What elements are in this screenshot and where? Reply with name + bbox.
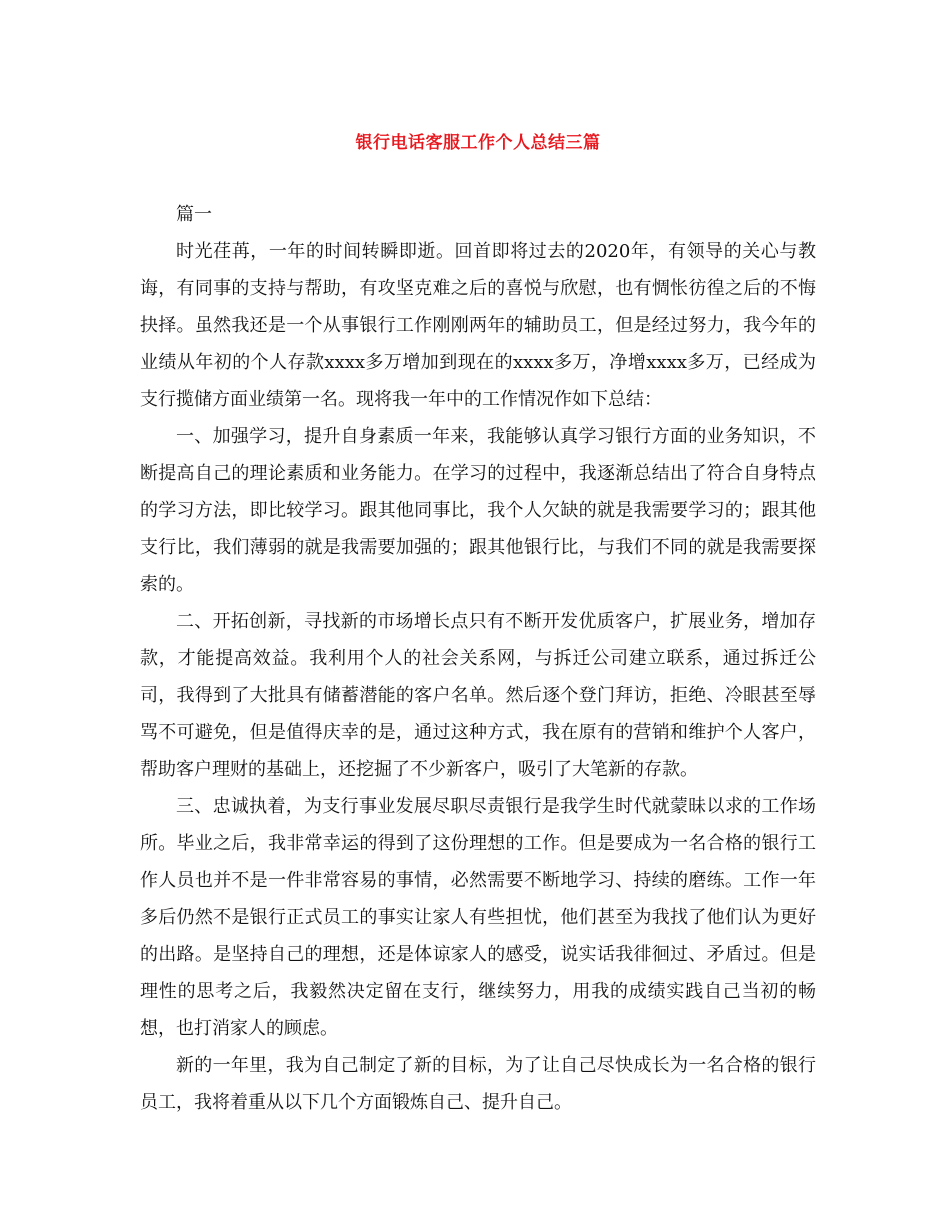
section-heading: 篇一	[176, 204, 212, 225]
document-title: 银行电话客服工作个人总结三篇	[355, 133, 601, 153]
paragraph-study: 一、加强学习，提升自身素质一年来，我能够认真学习银行方面的业务知识，不断提高自己的理论素质和业务能力。在学习的过程中，我逐渐总结出了符合自身特点的学习方法，即比较学习。跟其他同事比，我个人欠缺的就是我需要学习的；跟其他支行比，我们薄弱的就是我需要加强的；跟其他银行比，与我们不同的就是我需要探索的。	[140, 426, 816, 595]
paragraph-innovation: 二、开拓创新，寻找新的市场增长点只有不断开发优质客户，扩展业务，增加存款，才能提高效益。我利用个人的社会关系网，与拆迁公司建立联系，通过拆迁公司，我得到了大批具有储蓄潜能的客户名单。然后逐个登门拜访，拒绝、冷眼甚至辱骂不可避免，但是值得庆幸的是，通过这种方式，我在原有的营销和维护个人客户，帮助客户理财的基础上，还挖掘了不少新客户，吸引了大笔新的存款。	[140, 611, 816, 780]
paragraph-intro: 时光荏苒，一年的时间转瞬即逝。回首即将过去的2020年，有领导的关心与教诲，有同事的支持与帮助，有攻坚克难之后的喜悦与欣慰，也有惆怅彷徨之后的不悔抉择。虽然我还是一个从事银行工作刚刚两年的辅助员工，但是经过努力，我今年的业绩从年初的个人存款xxxx多万增加到现在的xxxx多万，净增xxxx多万，已经成为支行揽储方面业绩第一名。现将我一年中的工作情况作如下总结：	[140, 241, 816, 410]
document-body	[140, 196, 816, 1121]
paragraph-loyalty: 三、忠诚执着，为支行事业发展尽职尽责银行是我学生时代就蒙昧以求的工作场所。毕业之后，我非常幸运的得到了这份理想的工作。但是要成为一名合格的银行工作人员也并不是一件非常容易的事情，必然需要不断地学习、持续的磨练。工作一年多后仍然不是银行正式员工的事实让家人有些担忧，他们甚至为我找了他们认为更好的出路。是坚持自己的理想，还是体谅家人的感受，说实话我徘徊过、矛盾过。但是理性的思考之后，我毅然决定留在支行，继续努力，用我的成绩实践自己当初的畅想，也打消家人的顾虑。	[140, 796, 816, 1039]
paragraph-new-goals: 新的一年里，我为自己制定了新的目标，为了让自己尽快成长为一名合格的银行员工，我将着重从以下几个方面锻炼自己、提升自己。	[140, 1055, 816, 1113]
